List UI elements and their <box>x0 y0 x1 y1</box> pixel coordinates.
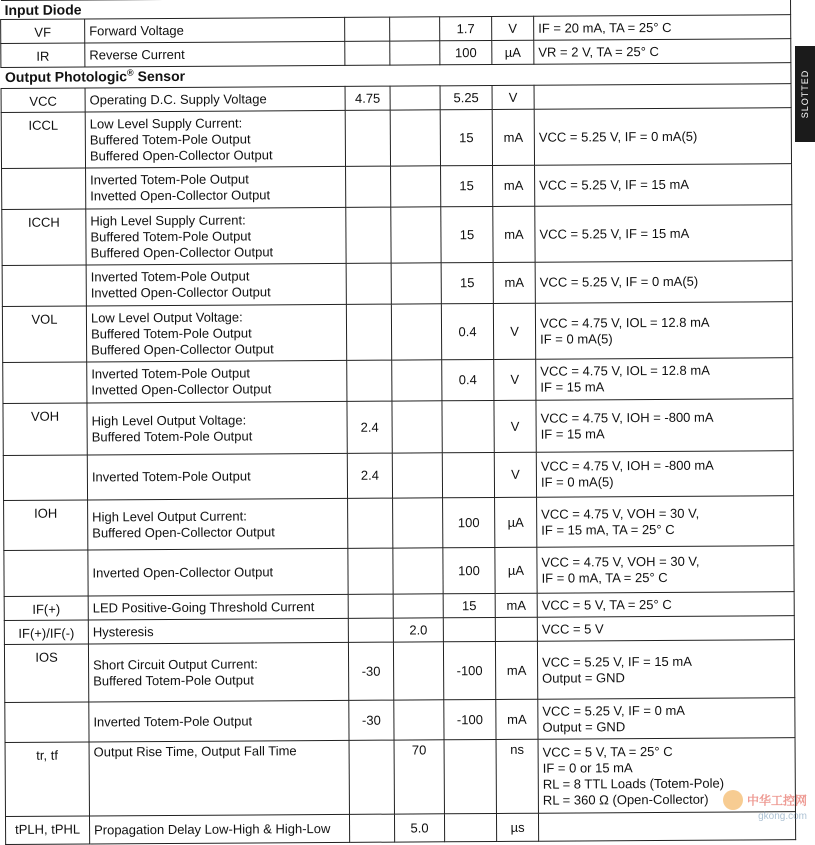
table-row <box>5 738 796 817</box>
unit-cell: mA <box>493 262 535 303</box>
min-cell <box>346 263 391 304</box>
symbol-cell <box>3 362 87 404</box>
min-cell <box>347 360 392 401</box>
typ-cell <box>392 360 442 401</box>
max-cell: 0.4 <box>442 359 494 400</box>
min-cell <box>346 166 391 207</box>
max-cell <box>444 739 496 813</box>
condition-cell: VCC = 4.75 V, VOH = 30 V, IF = 0 mA, TA = 25° C <box>537 546 794 594</box>
symbol-cell <box>3 455 87 501</box>
max-cell: 1.7 <box>440 16 492 40</box>
unit-cell: mA <box>496 699 538 739</box>
registered-mark: ® <box>127 67 134 78</box>
watermark-text: 中华工控网 <box>746 793 807 808</box>
table-row <box>3 451 793 501</box>
condition-cell: VCC = 5.25 V, IF = 0 mA Output = GND <box>538 698 795 740</box>
max-cell: 15 <box>441 206 493 262</box>
parameter-cell: Inverted Totem-Pole Output Invetted Open-Collector Output <box>87 360 347 403</box>
typ-cell <box>391 304 441 360</box>
min-cell: -30 <box>349 700 394 740</box>
symbol-cell: VOH <box>3 403 87 456</box>
max-cell: 15 <box>440 109 492 165</box>
parameter-cell: Low Level Output Voltage: Buffered Totem-Pole Output Buffered Open-Collector Output <box>86 304 346 362</box>
table-row <box>5 698 795 743</box>
typ-cell <box>393 642 443 700</box>
parameter-cell: LED Positive-Going Threshold Current <box>88 594 348 620</box>
typ-cell <box>392 453 442 498</box>
typ-cell <box>391 166 441 207</box>
section-side-tab <box>795 46 815 142</box>
symbol-cell: ICCL <box>1 112 85 169</box>
condition-cell <box>534 84 791 110</box>
parameter-cell: Low Level Supply Current: Buffered Totem-Pole Output Buffered Open-Collector Output <box>85 110 345 168</box>
unit-cell: ns <box>496 739 538 813</box>
typ-cell <box>390 110 440 166</box>
watermark <box>723 790 807 822</box>
unit-cell: V <box>494 452 536 497</box>
typ-cell <box>393 498 443 548</box>
unit-cell: µA <box>495 497 537 547</box>
min-cell: 4.75 <box>345 86 390 110</box>
table-row <box>2 261 792 307</box>
unit-cell: V <box>494 359 536 400</box>
max-cell: 100 <box>440 40 492 64</box>
table-row <box>4 640 794 703</box>
min-cell <box>348 594 393 618</box>
parameter-cell: Output Rise Time, Output Fall Time <box>89 740 349 816</box>
min-cell: -30 <box>348 642 393 700</box>
typ-cell: 70 <box>394 740 444 814</box>
condition-cell: VCC = 5 V <box>537 616 794 642</box>
typ-cell <box>390 17 440 41</box>
symbol-cell: VOL <box>2 306 86 363</box>
table-row <box>1 108 791 169</box>
min-cell <box>349 814 394 842</box>
unit-cell <box>495 617 537 641</box>
typ-cell <box>390 86 440 110</box>
typ-cell: 5.0 <box>394 814 444 842</box>
unit-cell: µA <box>492 40 534 64</box>
symbol-cell: ICCH <box>2 209 86 266</box>
condition-cell: VCC = 4.75 V, IOH = -800 mA IF = 0 mA(5) <box>536 451 793 498</box>
unit-cell: V <box>493 303 535 359</box>
condition-cell: VR = 2 V, TA = 25° C <box>534 39 791 65</box>
parameter-cell: Propagation Delay Low-High & High-Low <box>89 814 349 844</box>
unit-cell: V <box>492 16 534 40</box>
min-cell: 2.4 <box>347 453 392 498</box>
typ-cell <box>393 594 443 618</box>
parameter-cell: Hysteresis <box>88 618 348 644</box>
max-cell: -100 <box>444 699 496 739</box>
condition-cell: VCC = 5 V, TA = 25° C <box>537 592 794 618</box>
typ-cell <box>394 700 444 740</box>
unit-cell: mA <box>493 206 535 262</box>
max-cell: 100 <box>443 497 495 547</box>
condition-cell: VCC = 4.75 V, IOL = 12.8 mA IF = 15 mA <box>536 358 793 401</box>
parameter-cell: Inverted Totem-Pole Output Invetted Open-Collector Output <box>86 263 346 306</box>
min-cell <box>348 548 393 594</box>
parameter-cell: High Level Supply Current: Buffered Totem-Pole Output Buffered Open-Collector Output <box>86 207 346 265</box>
unit-cell: V <box>492 85 534 109</box>
symbol-cell: IOH <box>4 500 88 551</box>
table-row <box>3 399 793 456</box>
min-cell <box>345 110 390 166</box>
typ-cell <box>391 263 441 304</box>
table-row <box>2 164 792 210</box>
table-row <box>4 496 794 551</box>
watermark-logo-icon <box>723 790 743 810</box>
max-cell: 5.25 <box>440 85 492 109</box>
condition-cell: IF = 20 mA, TA = 25° C <box>534 15 791 41</box>
symbol-cell <box>4 550 88 597</box>
unit-cell: µA <box>495 547 537 593</box>
parameter-cell: Inverted Totem-Pole Output <box>87 453 347 500</box>
unit-cell: mA <box>495 641 537 699</box>
max-cell: 15 <box>441 165 493 206</box>
typ-cell: 2.0 <box>393 618 443 642</box>
max-cell: -100 <box>443 641 495 699</box>
max-cell: 0.4 <box>441 303 493 359</box>
parameter-cell: Inverted Totem-Pole Output Invetted Open-Collector Output <box>86 166 346 209</box>
side-tab-label: SLOTTED <box>800 69 810 119</box>
parameter-cell: High Level Output Current: Buffered Open-Collector Output <box>88 498 348 550</box>
section-title-main: Output Photologic <box>4 68 128 85</box>
condition-cell: VCC = 4.75 V, VOH = 30 V, IF = 15 mA, TA = 25° C <box>537 496 794 548</box>
unit-cell: mA <box>493 165 535 206</box>
unit-cell: mA <box>495 593 537 617</box>
max-cell <box>442 452 494 497</box>
symbol-cell: IF(+) <box>4 596 88 621</box>
symbol-cell: VF <box>1 19 85 44</box>
table-row <box>4 546 794 597</box>
section-title-rest: Sensor <box>133 67 186 85</box>
condition-cell: VCC = 5 V, TA = 25° C IF = 0 or 15 mA RL = 8 TTL Loads (Totem-Pole) RL = 360 Ω (Open-Collector) <box>538 738 796 814</box>
symbol-cell <box>2 168 86 210</box>
condition-cell: VCC = 4.75 V, IOL = 12.8 mA IF = 0 mA(5) <box>535 302 792 360</box>
parameter-cell: Short Circuit Output Current: Buffered Totem-Pole Output <box>88 642 348 702</box>
max-cell: 100 <box>443 547 495 593</box>
unit-cell: V <box>494 400 536 452</box>
max-cell <box>444 813 496 841</box>
condition-cell: VCC = 5.25 V, IF = 15 mA <box>535 164 792 207</box>
condition-cell: VCC = 5.25 V, IF = 15 mA Output = GND <box>537 640 794 700</box>
min-cell <box>345 41 390 65</box>
condition-cell: VCC = 4.75 V, IOH = -800 mA IF = 15 mA <box>536 399 793 453</box>
parameter-cell: High Level Output Voltage: Buffered Totem-Pole Output <box>87 401 347 455</box>
typ-cell <box>393 548 443 594</box>
min-cell: 2.4 <box>347 401 392 453</box>
max-cell <box>442 400 494 452</box>
symbol-cell <box>2 265 86 307</box>
condition-cell: VCC = 5.25 V, IF = 0 mA(5) <box>534 108 791 166</box>
symbol-cell <box>5 702 89 743</box>
symbol-cell: VCC <box>1 88 85 113</box>
table-row <box>2 302 792 363</box>
symbol-cell: IR <box>1 43 85 68</box>
condition-cell: VCC = 5.25 V, IF = 15 mA <box>535 205 792 263</box>
unit-cell: mA <box>492 109 534 165</box>
unit-cell: µs <box>496 813 538 841</box>
max-cell <box>443 617 495 641</box>
parameter-cell: Operating D.C. Supply Voltage <box>85 86 345 112</box>
condition-cell: VCC = 5.25 V, IF = 0 mA(5) <box>535 261 792 304</box>
typ-cell <box>392 401 442 453</box>
min-cell <box>348 618 393 642</box>
typ-cell <box>390 41 440 65</box>
typ-cell <box>391 207 441 263</box>
parameter-cell: Reverse Current <box>85 41 345 67</box>
symbol-cell: IF(+)/IF(-) <box>4 620 88 645</box>
table-row <box>3 358 793 404</box>
parameter-cell: Inverted Totem-Pole Output <box>89 700 349 742</box>
min-cell <box>349 740 394 814</box>
min-cell <box>346 207 391 263</box>
min-cell <box>348 498 393 548</box>
parameter-cell: Forward Voltage <box>85 17 345 43</box>
max-cell: 15 <box>443 593 495 617</box>
symbol-cell: IOS <box>4 644 88 703</box>
symbol-cell: tPLH, tPHL <box>5 816 89 845</box>
parameter-cell: Inverted Open-Collector Output <box>88 548 348 596</box>
watermark-url: gkong.com <box>758 811 807 822</box>
min-cell <box>346 304 391 360</box>
table-row <box>2 205 792 266</box>
symbol-cell: tr, tf <box>5 742 89 817</box>
section-title: Input Diode <box>1 0 791 19</box>
min-cell <box>345 17 390 41</box>
max-cell: 15 <box>441 262 493 303</box>
